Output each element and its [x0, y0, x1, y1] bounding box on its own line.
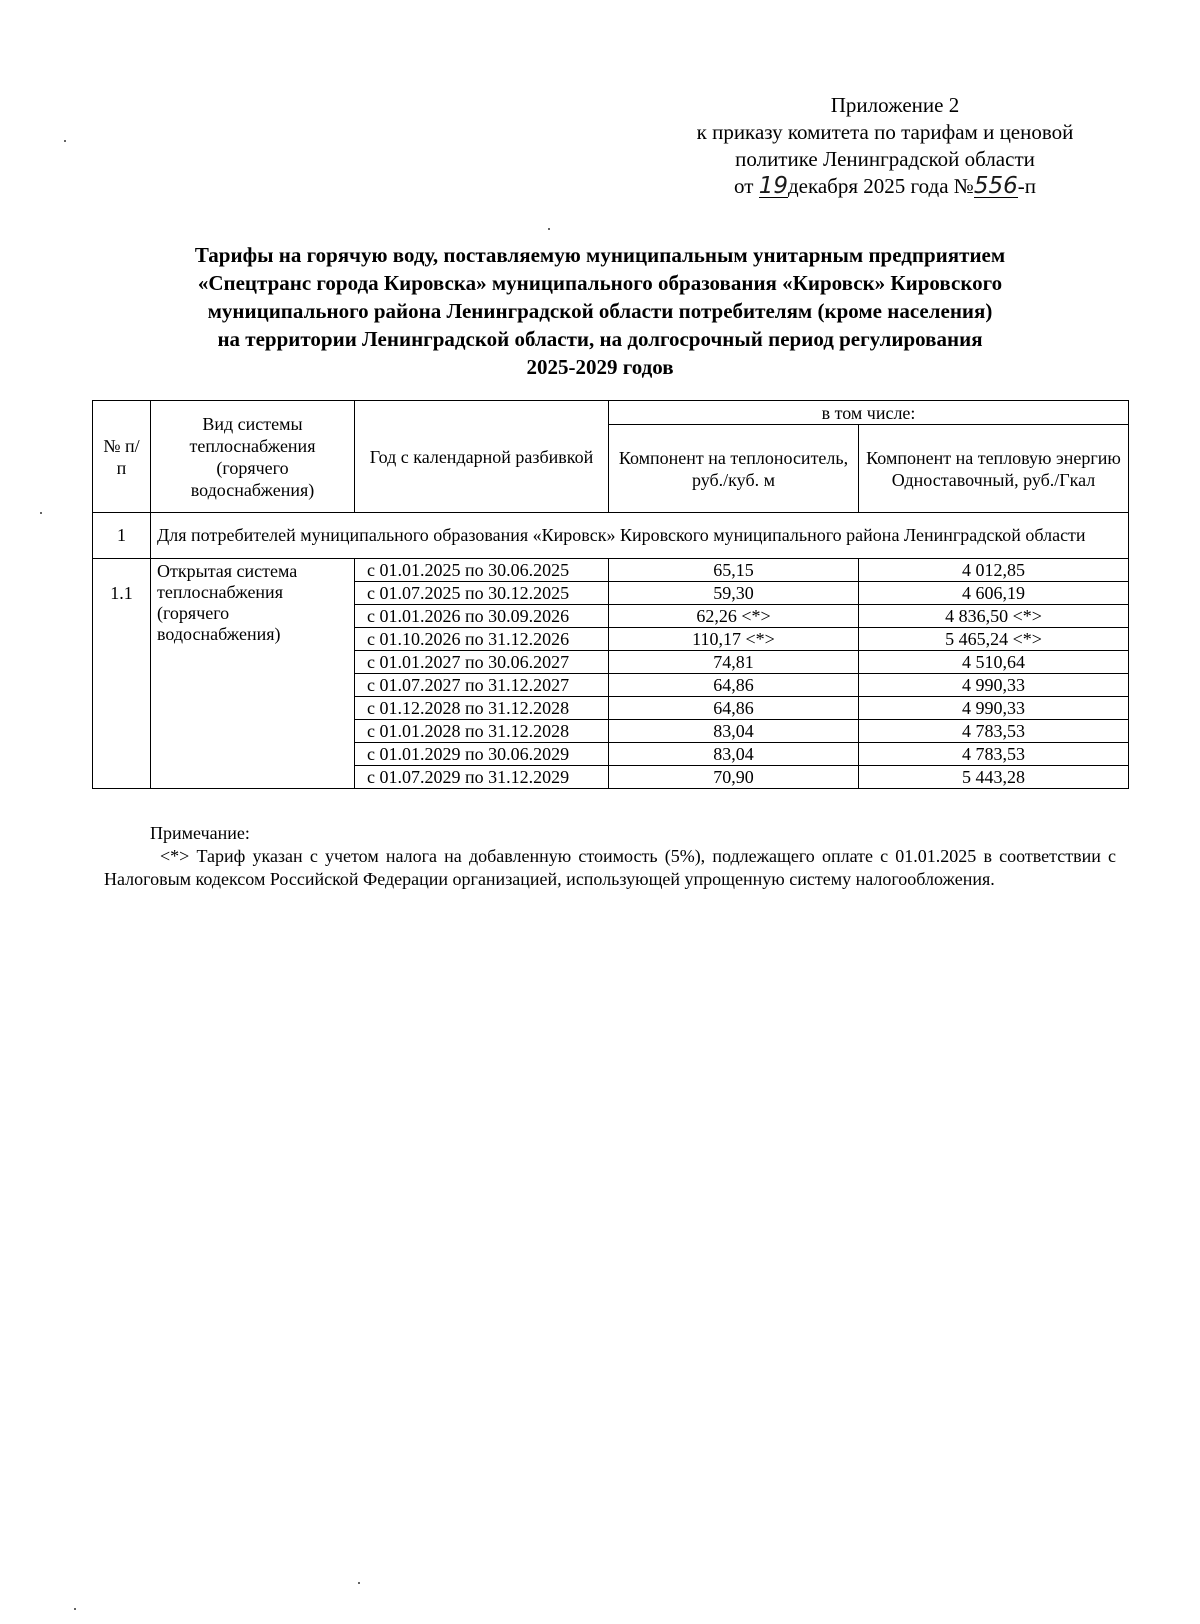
coolant-cell: 59,30 [609, 582, 859, 605]
coolant-cell: 65,15 [609, 559, 859, 582]
title-line: Тарифы на горячую воду, поставляемую муниципальным унитарным предприятием [194, 243, 1006, 267]
group-num: 1 [93, 513, 151, 559]
footnote [104, 822, 1116, 891]
scan-speck [74, 1608, 76, 1610]
header-heat: Компонент на тепловую энергию Одноставочный, руб./Гкал [859, 425, 1129, 513]
period-cell: с 01.07.2025 по 30.12.2025 [355, 582, 609, 605]
header-year: Год с календарной разбивкой [355, 401, 609, 513]
scan-speck [64, 140, 66, 142]
coolant-cell: 70,90 [609, 766, 859, 789]
period-cell: с 01.01.2025 по 30.06.2025 [355, 559, 609, 582]
handwritten-day: 19 [758, 173, 788, 199]
title-line: на территории Ленинградской области, на долгосрочный период регулирования [217, 327, 983, 351]
appendix-header [640, 92, 1130, 200]
scan-speck [40, 512, 42, 514]
header-including: в том числе: [609, 401, 1129, 425]
handwritten-number: 556 [973, 173, 1018, 199]
coolant-cell: 64,86 [609, 674, 859, 697]
header-num: № п/п [93, 401, 151, 513]
subgroup-num: 1.1 [93, 559, 151, 789]
subgroup-system: Открытая система теплоснабжения (горячего водоснабжения) [151, 559, 355, 789]
appendix-order-ref: к приказу комитета по тарифам и ценовой [696, 120, 1074, 144]
coolant-cell: 83,04 [609, 720, 859, 743]
heat-cell: 4 510,64 [859, 651, 1129, 674]
coolant-cell: 64,86 [609, 697, 859, 720]
heat-cell: 4 990,33 [859, 674, 1129, 697]
period-cell: с 01.01.2026 по 30.09.2026 [355, 605, 609, 628]
period-cell: с 01.07.2027 по 31.12.2027 [355, 674, 609, 697]
heat-cell: 4 783,53 [859, 720, 1129, 743]
appendix-date-line [640, 173, 1130, 200]
title-line: 2025-2029 годов [526, 355, 674, 379]
period-cell: с 01.01.2027 по 30.06.2027 [355, 651, 609, 674]
period-cell: с 01.01.2028 по 31.12.2028 [355, 720, 609, 743]
coolant-cell: 62,26 <*> [609, 605, 859, 628]
coolant-cell: 110,17 <*> [609, 628, 859, 651]
date-middle: декабря 2025 года № [787, 174, 974, 198]
period-cell: с 01.12.2028 по 31.12.2028 [355, 697, 609, 720]
tariff-row [93, 559, 1129, 582]
date-prefix: от [734, 174, 754, 198]
heat-cell: 4 606,19 [859, 582, 1129, 605]
heat-cell: 5 465,24 <*> [859, 628, 1129, 651]
period-cell: с 01.01.2029 по 30.06.2029 [355, 743, 609, 766]
tariff-table [92, 400, 1129, 789]
title-line: муниципального района Ленинградской области потребителям (кроме населения) [207, 299, 993, 323]
period-cell: с 01.07.2029 по 31.12.2029 [355, 766, 609, 789]
heat-cell: 4 836,50 <*> [859, 605, 1129, 628]
header-coolant: Компонент на теплоноситель, руб./куб. м [609, 425, 859, 513]
coolant-cell: 74,81 [609, 651, 859, 674]
document-title [80, 241, 1120, 381]
heat-cell: 4 012,85 [859, 559, 1129, 582]
footnote-heading: Примечание: [150, 823, 250, 843]
footnote-text: <*> Тариф указан с учетом налога на добавленную стоимость (5%), подлежащего оплате с 01.01.2025 в соответствии с Налоговым кодексом Российской Федерации организацией, использующей упрощенную систему налогообложения. [104, 846, 1116, 889]
heat-cell: 4 990,33 [859, 697, 1129, 720]
title-line: «Спецтранс города Кировска» муниципального образования «Кировск» Кировского [197, 271, 1003, 295]
scan-speck [548, 228, 550, 230]
header-system: Вид системы теплоснабжения (горячего водоснабжения) [151, 401, 355, 513]
scan-speck [358, 1582, 360, 1584]
number-suffix: -п [1017, 174, 1036, 198]
appendix-title: Приложение 2 [830, 93, 960, 117]
heat-cell: 4 783,53 [859, 743, 1129, 766]
period-cell: с 01.10.2026 по 31.12.2026 [355, 628, 609, 651]
group-description: Для потребителей муниципального образования «Кировск» Кировского муниципального района Ленинградской области [151, 513, 1129, 559]
coolant-cell: 83,04 [609, 743, 859, 766]
appendix-committee: политике Ленинградской области [735, 147, 1035, 171]
heat-cell: 5 443,28 [859, 766, 1129, 789]
